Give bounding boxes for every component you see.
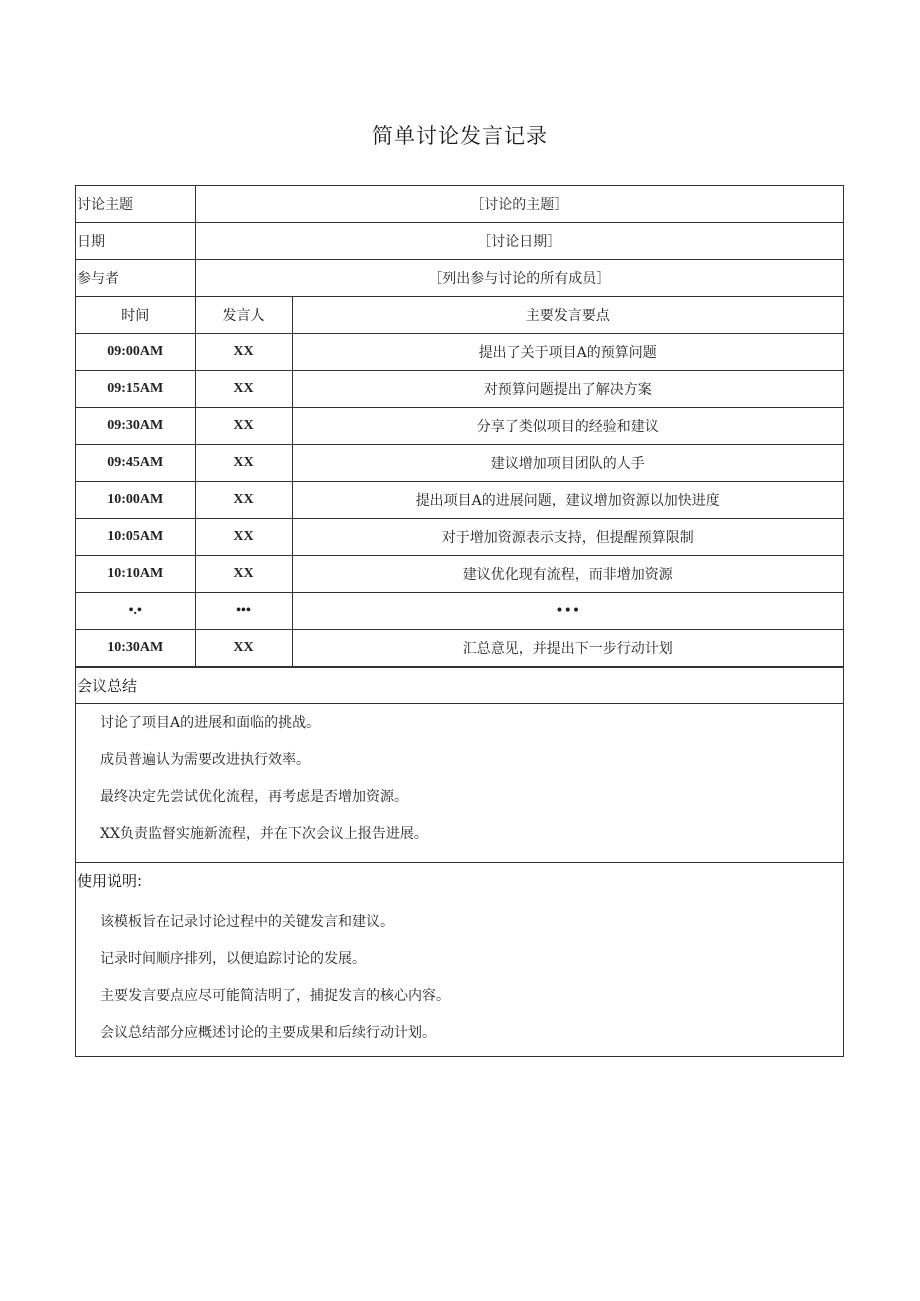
page-title: 简单讨论发言记录 <box>372 124 548 148</box>
row-point: 提出了关于项目A的预算问题 <box>292 334 843 371</box>
row-point: 建议增加项目团队的人手 <box>292 445 843 482</box>
notes-heading: 使用说明: <box>76 862 843 898</box>
notes-item: 记录时间顺序排列，以便追踪讨论的发展。 <box>100 951 366 967</box>
summary-item: XX负责监督实施新流程，并在下次会议上报告进展。 <box>100 826 428 842</box>
notes-body <box>76 898 843 1056</box>
participants-label: 参与者 <box>76 260 195 297</box>
row-point: 对预算问题提出了解决方案 <box>292 371 843 408</box>
row-time: 10:30AM <box>76 630 195 667</box>
table-header-row <box>76 297 843 334</box>
topic-label: 讨论主题 <box>76 186 195 223</box>
row-speaker: XX <box>195 334 292 371</box>
row-point: 提出项目A的进展问题，建议增加资源以加快进度 <box>292 482 843 519</box>
summary-item: 讨论了项目A的进展和面临的挑战。 <box>100 715 321 731</box>
table-row <box>76 630 843 667</box>
topic-row <box>76 186 843 223</box>
header-points: 主要发言要点 <box>292 297 843 334</box>
row-time: 10:00AM <box>76 482 195 519</box>
row-time: 09:15AM <box>76 371 195 408</box>
table-row <box>76 519 843 556</box>
discussion-record-form <box>75 185 844 1057</box>
row-speaker: XX <box>195 630 292 667</box>
table-row <box>76 482 843 519</box>
row-speaker: XX <box>195 519 292 556</box>
row-point: 分享了类似项目的经验和建议 <box>292 408 843 445</box>
date-label: 日期 <box>76 223 195 260</box>
row-speaker: ••• <box>195 593 292 630</box>
summary-heading: 会议总结 <box>76 667 843 703</box>
summary-item: 成员普遍认为需要改进执行效率。 <box>100 752 310 768</box>
date-row <box>76 223 843 260</box>
notes-item: 主要发言要点应尽可能简洁明了，捕捉发言的核心内容。 <box>100 988 450 1004</box>
record-table <box>76 186 843 667</box>
date-value[interactable]: ［讨论日期］ <box>195 223 843 260</box>
row-point: ••• <box>292 593 843 630</box>
summary-body <box>76 703 843 862</box>
notes-item: 该模板旨在记录讨论过程中的关键发言和建议。 <box>100 914 394 930</box>
row-speaker: XX <box>195 371 292 408</box>
notes-item: 会议总结部分应概述讨论的主要成果和后续行动计划。 <box>100 1025 436 1041</box>
summary-item: 最终决定先尝试优化流程，再考虑是否增加资源。 <box>100 789 408 805</box>
row-point: 汇总意见，并提出下一步行动计划 <box>292 630 843 667</box>
row-point: 建议优化现有流程，而非增加资源 <box>292 556 843 593</box>
table-row <box>76 556 843 593</box>
row-speaker: XX <box>195 408 292 445</box>
header-time: 时间 <box>76 297 195 334</box>
topic-value[interactable]: ［讨论的主题］ <box>195 186 843 223</box>
row-speaker: XX <box>195 482 292 519</box>
row-time: •.• <box>76 593 195 630</box>
row-time: 09:00AM <box>76 334 195 371</box>
table-row <box>76 371 843 408</box>
header-speaker: 发言人 <box>195 297 292 334</box>
table-row-ellipsis <box>76 593 843 630</box>
table-row <box>76 445 843 482</box>
row-point: 对于增加资源表示支持，但提醒预算限制 <box>292 519 843 556</box>
table-row <box>76 408 843 445</box>
table-row <box>76 334 843 371</box>
participants-value[interactable]: ［列出参与讨论的所有成员］ <box>195 260 843 297</box>
row-time: 09:30AM <box>76 408 195 445</box>
row-speaker: XX <box>195 556 292 593</box>
row-time: 09:45AM <box>76 445 195 482</box>
row-time: 10:05AM <box>76 519 195 556</box>
row-time: 10:10AM <box>76 556 195 593</box>
participants-row <box>76 260 843 297</box>
row-speaker: XX <box>195 445 292 482</box>
